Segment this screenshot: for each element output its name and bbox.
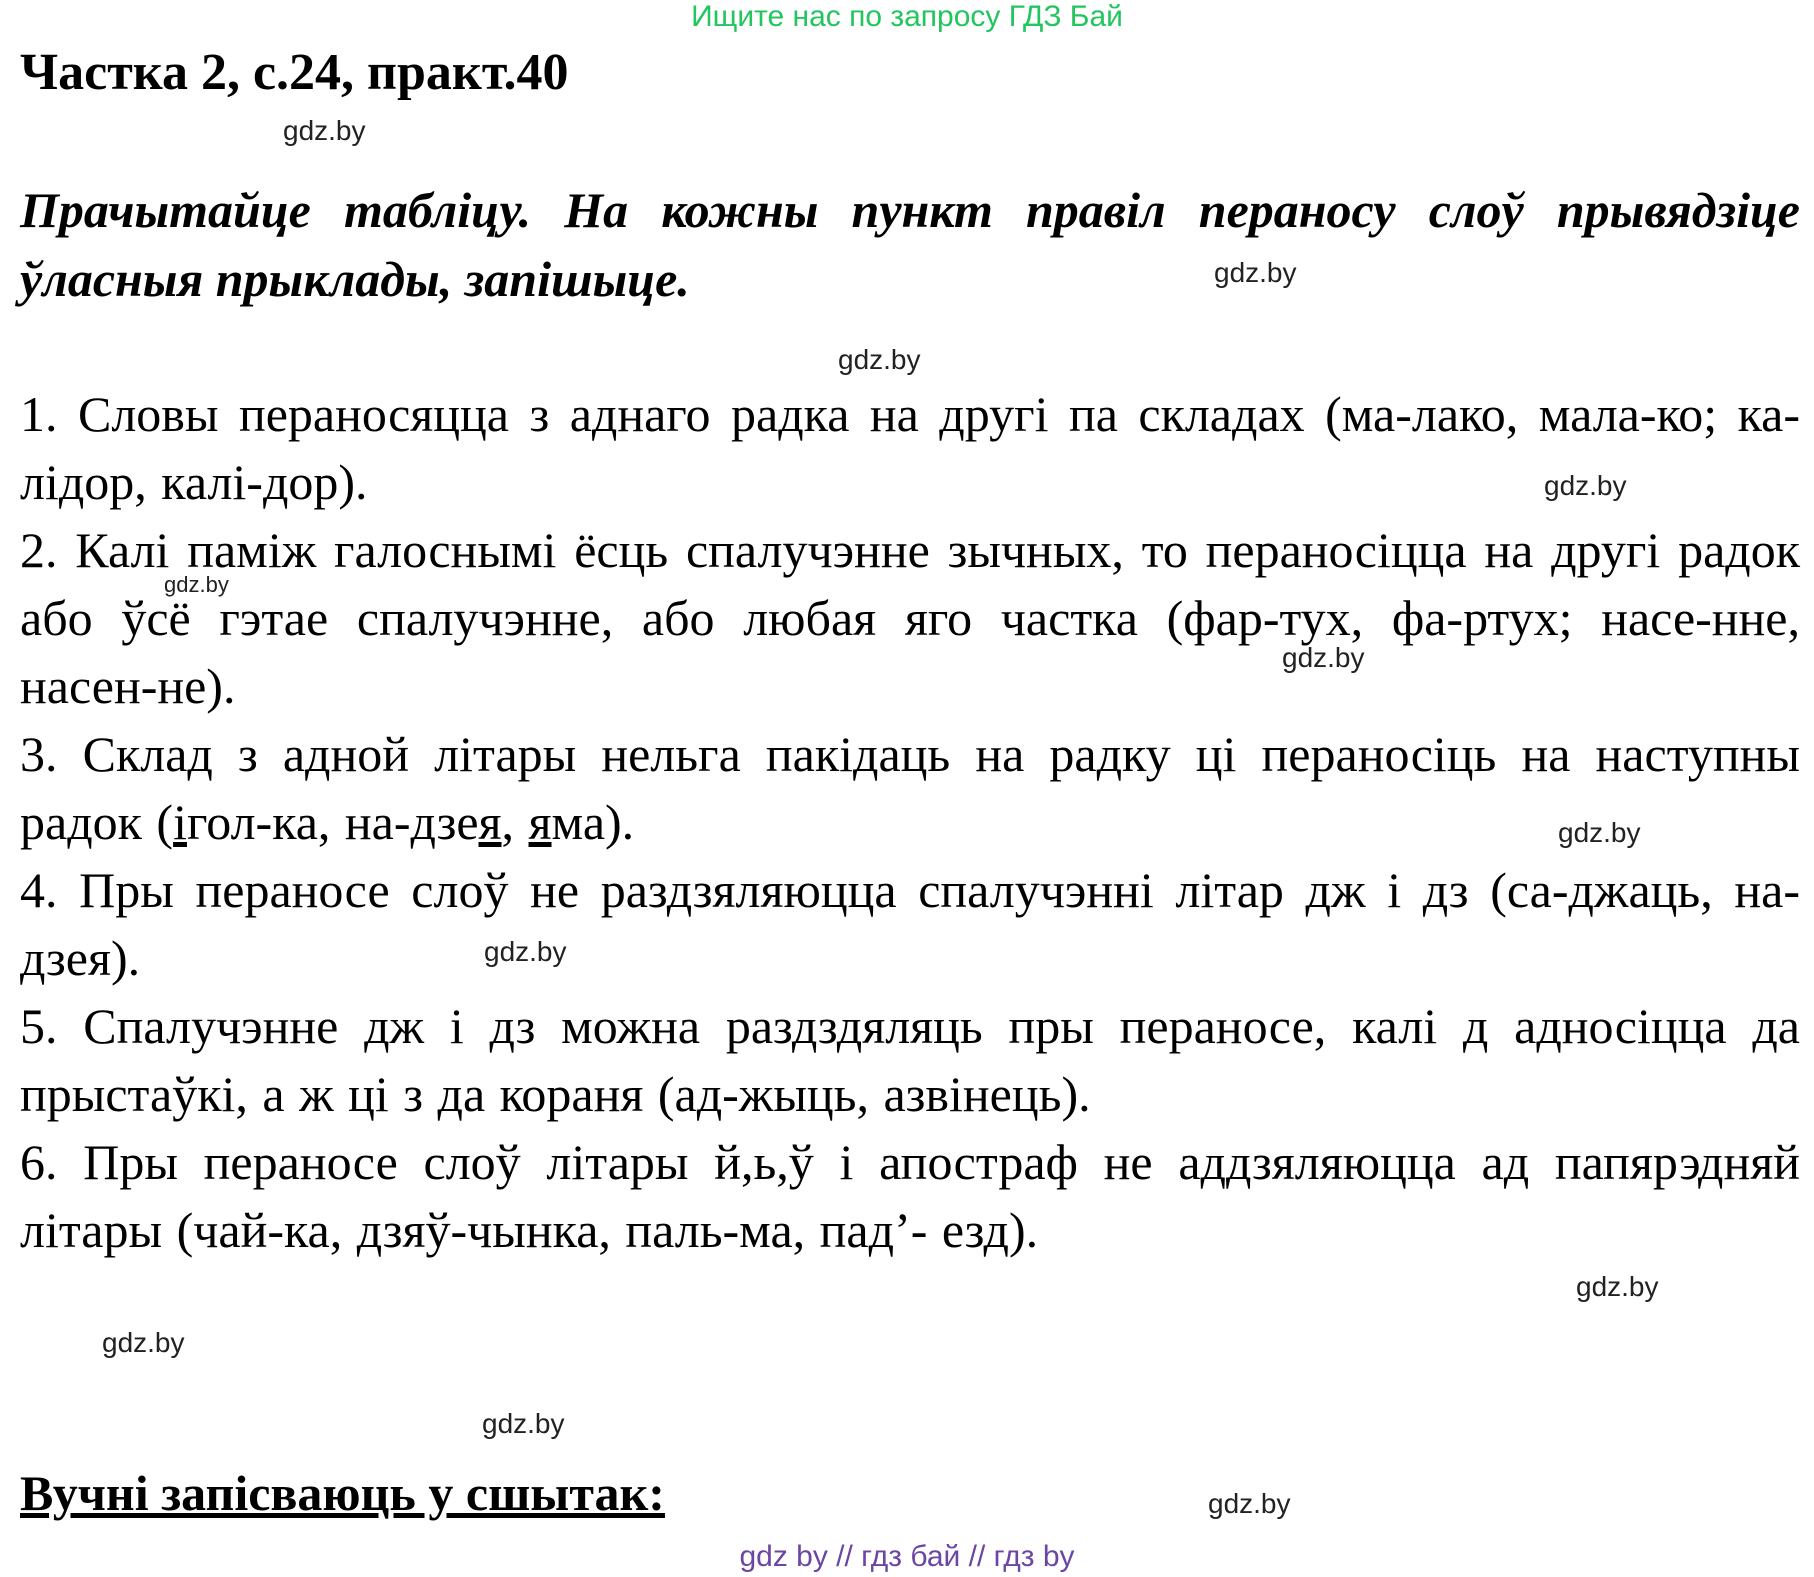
underlined-letter: і — [173, 794, 187, 850]
footer-watermark: gdz by // гдз бай // гдз by — [739, 1540, 1075, 1573]
rule-item-5: 5. Спалучэнне дж і дз можна раздздяляць пры пераносе, калі д адносіцца да прыстаўкі, а ж ці з да кораня (ад-жыць, азвінець). — [20, 998, 1800, 1122]
watermark: gdz.by — [1544, 470, 1627, 501]
rule-item-6: 6. Пры пераносе слоў літары й,ь,ў і апостраф не аддзяляюцца ад папярэдняй літары (чай-ка, дзяў-чынка, паль-ма, пад’- езд). — [20, 1134, 1800, 1258]
rule-3-text: гол-ка, на-дзе — [186, 794, 479, 850]
underlined-letter: я — [478, 794, 502, 850]
watermark: gdz.by — [1214, 257, 1297, 288]
rules-list — [20, 380, 1800, 1264]
rule-item-1: 1. Словы пераносяцца з аднаго радка на другі па складах (ма-лако, мала-ко; ка-лідор, калі-дор). — [20, 386, 1800, 510]
rule-3-text: 3. Склад з адной літары нельга пакідаць на радку ці пераносіць на наступны радок ( — [20, 726, 1800, 850]
top-banner: Ищите нас по запросу ГДЗ Бай — [691, 0, 1123, 33]
watermark: gdz.by — [1208, 1488, 1291, 1519]
rule-3-text: , — [501, 794, 529, 850]
watermark: gdz.by — [283, 115, 366, 146]
rule-item-4: 4. Пры пераносе слоў не раздзяляюцца спалучэнні літар дж і дз (са-джаць, на-дзея). — [20, 862, 1800, 986]
watermark: gdz.by — [482, 1408, 565, 1439]
underlined-letter: я — [528, 794, 552, 850]
watermark: gdz.by — [1558, 817, 1641, 848]
rule-3-text: ма). — [551, 794, 635, 850]
task-instruction: Прачытайце табліцу. На кожны пункт правіл пераносу слоў прывядзіце ўласныя прыклады, запішыце. — [20, 182, 1800, 307]
notebook-note: Вучні запісваюць у сшытак: — [20, 1465, 665, 1521]
rule-item-2: 2. Калі паміж галоснымі ёсць спалучэнне зычных, то пераносіцца на другі радок або ўсё гэтае спалучэнне, або любая яго частка (фар-тух, фа-ртух; насе-нне, насен-не). — [20, 522, 1800, 714]
watermark: gdz.by — [102, 1327, 185, 1358]
page-title: Частка 2, с.24, практ.40 — [20, 44, 569, 101]
rule-item-3 — [20, 720, 1800, 856]
watermark: gdz.by — [1576, 1271, 1659, 1302]
watermark: gdz.by — [164, 572, 229, 597]
watermark: gdz.by — [1282, 642, 1365, 673]
watermark: gdz.by — [838, 344, 921, 375]
watermark: gdz.by — [484, 936, 567, 967]
